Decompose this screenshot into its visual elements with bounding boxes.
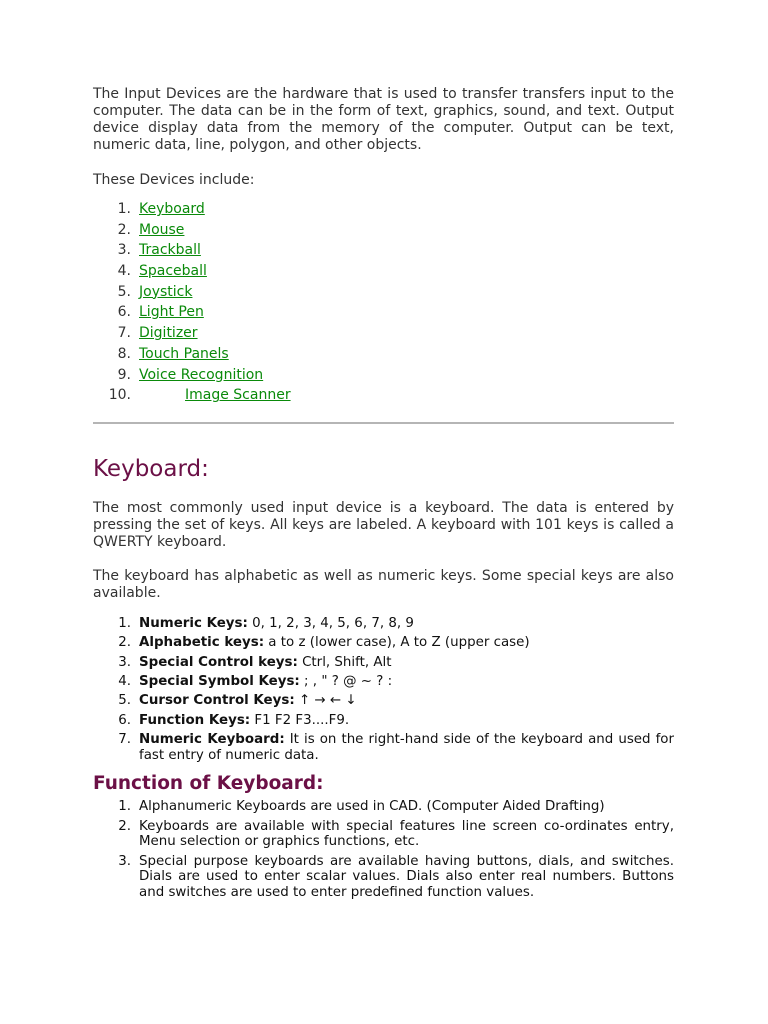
list-number: 1. [118, 615, 131, 631]
list-item [93, 220, 674, 241]
document-page [93, 86, 674, 904]
list-number: 8. [117, 345, 131, 362]
link-trackball[interactable]: Trackball [139, 242, 201, 259]
keyboard-paragraph-1: The most commonly used input device is a keyboard. The data is entered by pressing the set of keys. All keys are labeled. A keyboard with 101 keys is called a QWERTY keyboard. [93, 499, 674, 550]
intro-paragraph: The Input Devices are the hardware that is used to transfer transfers input to the computer. The data can be in the form of text, graphics, sound, and text. Output device display data from the memory of the computer. Output can be text, numeric data, line, polygon, and other objects. [93, 86, 674, 153]
list-item [93, 365, 674, 386]
list-number: 2. [118, 635, 131, 651]
function-text: Keyboards are available with special features line screen co-ordinates entry, Menu selection or graphics functions, etc. [139, 818, 674, 850]
link-mouse[interactable]: Mouse [139, 221, 185, 238]
link-digitizer[interactable]: Digitizer [139, 325, 198, 342]
devices-intro-text: These Devices include: [93, 172, 255, 188]
list-item [93, 635, 674, 651]
link-touch-panels[interactable]: Touch Panels [139, 345, 229, 362]
link-joystick[interactable]: Joystick [139, 283, 193, 300]
list-number: 4. [118, 674, 131, 690]
list-number: 2. [117, 221, 131, 238]
list-item [93, 302, 674, 323]
keyboard-paragraph-2: The keyboard has alphabetic as well as numeric keys. Some special keys are also available. [93, 567, 674, 601]
list-item [93, 713, 674, 729]
link-light-pen[interactable]: Light Pen [139, 304, 204, 321]
link-spaceball[interactable]: Spaceball [139, 263, 207, 280]
section-divider [93, 422, 674, 424]
key-term: Alphabetic keys: [139, 635, 265, 651]
list-number: 3. [118, 654, 131, 670]
list-number: 6. [117, 304, 131, 321]
list-number: 4. [117, 263, 131, 280]
list-item [93, 261, 674, 282]
list-item [93, 674, 674, 690]
list-item [93, 854, 674, 901]
function-text: Alphanumeric Keyboards are used in CAD. (Computer Aided Drafting) [139, 799, 605, 815]
function-of-keyboard-heading: Function of Keyboard: [93, 773, 324, 795]
list-item [93, 693, 674, 709]
list-number: 1. [117, 201, 131, 217]
list-item [93, 240, 674, 261]
list-number: 1. [118, 799, 131, 815]
key-description: a to z (lower case), A to Z (upper case) [264, 635, 530, 651]
list-item [93, 732, 674, 763]
link-keyboard[interactable]: Keyboard [139, 201, 205, 217]
list-item [93, 282, 674, 303]
list-number: 9. [117, 366, 131, 383]
list-number: 7. [117, 325, 131, 342]
list-item [93, 616, 674, 632]
key-term: Numeric Keyboard: [139, 732, 285, 748]
list-item [93, 819, 674, 850]
list-item [93, 199, 674, 220]
list-number: 10. [108, 387, 131, 404]
list-item [93, 344, 674, 365]
key-term: Special Symbol Keys: [139, 674, 300, 690]
list-number: 3. [117, 242, 131, 259]
list-number: 5. [117, 283, 131, 300]
keyboard-heading: Keyboard: [93, 455, 209, 482]
key-description: It is on the right-hand side of the keyboard and used for fast entry of numeric data. [139, 732, 674, 763]
link-voice-recognition[interactable]: Voice Recognition [139, 366, 264, 383]
key-term: Cursor Control Keys: [139, 693, 295, 709]
list-number: 2. [118, 818, 131, 834]
input-devices-list [93, 199, 674, 406]
key-description: 0, 1, 2, 3, 4, 5, 6, 7, 8, 9 [247, 615, 414, 631]
key-description: F1 F2 F3....F9. [250, 712, 350, 728]
list-item [93, 385, 674, 406]
function-text: Special purpose keyboards are available having buttons, dials, and switches. Dials are used to enter scalar values. Dials also enter real numbers. Buttons and switches are used to enter predefined function values. [139, 853, 674, 900]
list-number: 3. [118, 853, 131, 869]
key-term: Numeric Keys: [139, 615, 248, 631]
list-number: 6. [118, 712, 131, 728]
key-term: Special Control keys: [139, 654, 298, 670]
key-description: Ctrl, Shift, Alt [297, 654, 392, 670]
link-image-scanner[interactable]: Image Scanner [185, 387, 291, 404]
list-item [93, 655, 674, 671]
keyboard-functions-list [93, 799, 674, 900]
list-item [93, 323, 674, 344]
key-description: ; , " ? @ ~ ? : [299, 674, 393, 690]
list-number: 7. [118, 732, 131, 748]
list-number: 5. [118, 693, 131, 709]
key-term: Function Keys: [139, 712, 251, 728]
key-types-list [93, 616, 674, 763]
list-item [93, 799, 674, 815]
key-description: ↑ → ← ↓ [294, 693, 357, 709]
